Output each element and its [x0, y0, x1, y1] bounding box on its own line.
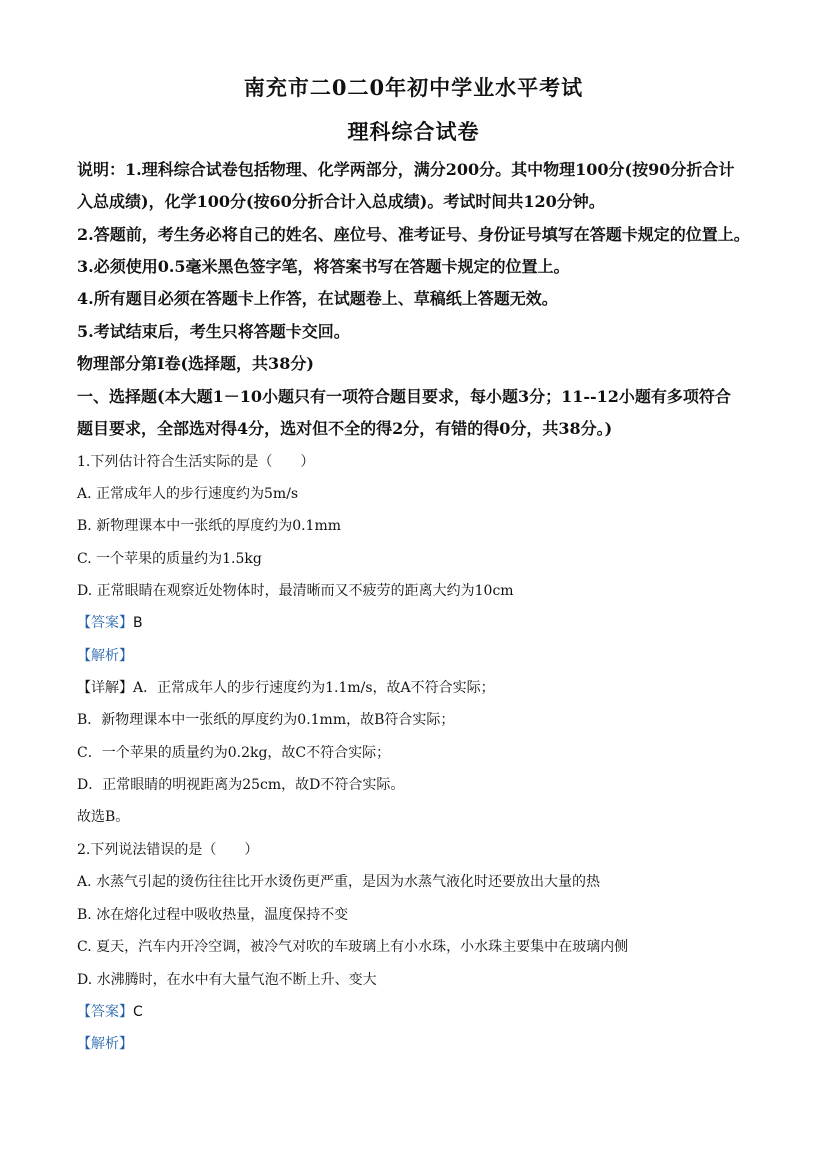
question-1-stem: 1.下列估计符合生活实际的是（ ）: [77, 454, 315, 470]
solution-line: D．正常眼睛的明视距离为25cm，故D不符合实际。: [77, 777, 405, 793]
solution-line: 故选B。: [77, 809, 130, 825]
analysis-tag: 【解析】: [77, 1036, 133, 1052]
section-heading: 物理部分第I卷(选择题，共38分): [77, 354, 314, 373]
solution-line: B．新物理课本中一张纸的厚度约为0.1mm，故B符合实际；: [77, 712, 455, 728]
instruction-line: 入总成绩)，化学100分(按60分折合计入总成绩)。考试时间共120分钟。: [77, 192, 605, 211]
solution-line: 【详解】A．正常成年人的步行速度约为1.1m/s，故A不符合实际；: [77, 680, 495, 696]
exam-title: 南充市二0二0年初中学业水平考试: [243, 75, 584, 100]
analysis-tag: 【解析】: [77, 648, 133, 664]
answer-tag: 【答案】: [77, 1004, 133, 1020]
instruction-line: 说明：1.理科综合试卷包括物理、化学两部分，满分200分。其中物理100分(按90分折合计: [77, 160, 735, 179]
solution-line: C．一个苹果的质量约为0.2kg，故C不符合实际；: [77, 745, 391, 761]
instruction-line: 3.必须使用0.5毫米黑色签字笔，将答案书写在答题卡规定的位置上。: [77, 257, 570, 276]
question-2-option-d: D. 水沸腾时，在水中有大量气泡不断上升、变大: [77, 972, 377, 988]
question-1-option-c: C. 一个苹果的质量约为1.5kg: [77, 551, 262, 567]
question-1-answer: [77, 612, 143, 632]
question-1-option-d: D. 正常眼睛在观察近处物体时，最清晰而又不疲劳的距离大约为10cm: [77, 583, 514, 599]
section-description: 一、选择题(本大题1－10小题只有一项符合题目要求，每小题3分；11--12小题有多项符合: [77, 387, 731, 406]
instruction-line: 2.答题前，考生务必将自己的姓名、座位号、准考证号、身份证号填写在答题卡规定的位置上。: [77, 225, 750, 244]
instruction-line: 4.所有题目必须在答题卡上作答，在试题卷上、草稿纸上答题无效。: [77, 289, 558, 308]
question-2-option-c: C. 夏天，汽车内开冷空调，被冷气对吹的车玻璃上有小水珠，小水珠主要集中在玻璃内侧: [77, 939, 629, 955]
exam-subtitle: 理科综合试卷: [347, 119, 480, 144]
question-2-option-a: A. 水蒸气引起的烫伤往往比开水烫伤更严重，是因为水蒸气液化时还要放出大量的热: [77, 874, 601, 890]
answer-value: B: [133, 615, 143, 631]
section-description: 题目要求，全部选对得4分，选对但不全的得2分，有错的得0分，共38分。): [77, 419, 613, 438]
question-2-option-b: B. 冰在熔化过程中吸收热量，温度保持不变: [77, 907, 349, 923]
question-1-option-b: B. 新物理课本中一张纸的厚度约为0.1mm: [77, 518, 342, 534]
answer-tag: 【答案】: [77, 615, 133, 631]
question-2-stem: 2.下列说法错误的是（ ）: [77, 842, 259, 858]
answer-value: C: [133, 1004, 143, 1020]
question-2-answer: [77, 1001, 143, 1021]
instruction-line: 5.考试结束后，考生只将答题卡交回。: [77, 322, 350, 341]
question-1-option-a: A. 正常成年人的步行速度约为5m/s: [77, 486, 299, 502]
